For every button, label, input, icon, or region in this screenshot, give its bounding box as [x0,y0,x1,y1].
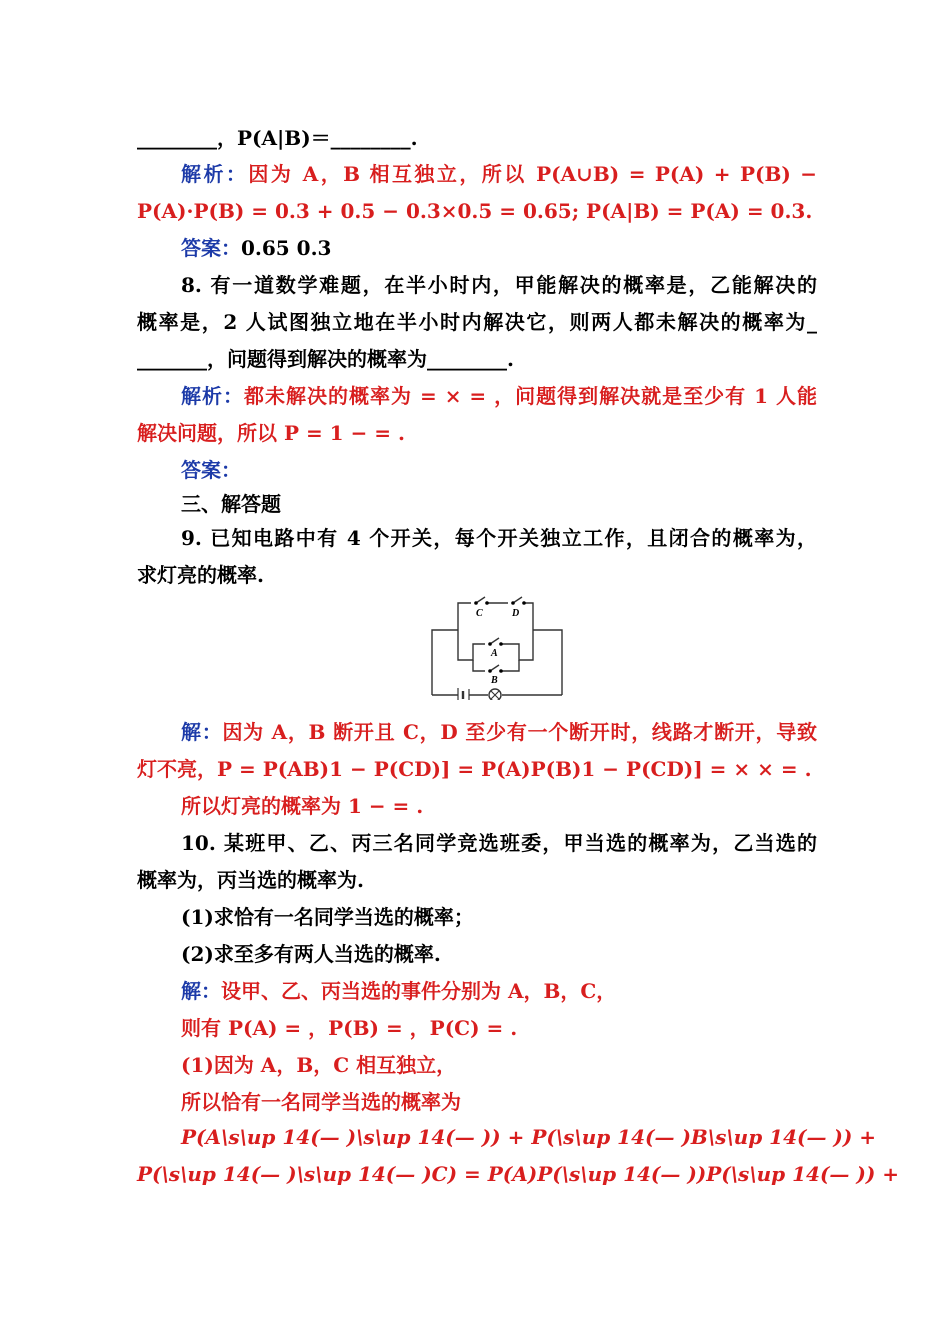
solution-9-line-2: 灯不亮，P = P(AB)1 − P(CD)] = P(A)P(B)1 − P(CD)] = × × = . [137,757,812,781]
solution-10-line-3: (1)因为 A，B，C 相互独立， [181,1053,457,1077]
question-9-line-2: 求灯亮的概率. [137,563,264,587]
label-c: C [476,608,483,619]
label-b: B [491,675,498,686]
question-10-part-1: (1)求恰有一名同学当选的概率； [181,905,474,929]
circuit-wire-right [533,630,562,695]
solution-10-line-1: 解：设甲、乙、丙当选的事件分别为 A，B，C， [181,979,617,1003]
solution-label: 解： [181,979,221,1003]
line-blanks: ________，P(A|B)＝________. [137,126,418,150]
answer-7 [181,234,817,262]
answer-label: 答案： [181,236,241,260]
circuit-wire-left [432,630,458,695]
circuit-wire-inner-right [501,630,533,660]
circuit-diagram [425,594,567,700]
label-a: A [491,648,498,659]
solution-10-line-5: P(A\s\up 14(— )\s\up 14(— )) + P(\s\up 14(— )B\s\up 14(— )) + [181,1125,877,1149]
answer-value: 0.65 0.3 [241,236,332,260]
solution-10-line-6: P(\s\up 14(— )\s\up 14(— )C) = P(A)P(\s\up 14(— ))P(\s\up 14(— )) + [137,1162,900,1186]
question-8-line-3: _______，问题得到解决的概率为________. [137,347,514,371]
circuit-wire-top [458,603,471,630]
answer-8-label: 答案： [181,458,241,482]
question-8-line-1: 8. 有一道数学难题，在半小时内，甲能解决的概率是，乙能解决的 [181,273,817,297]
solution-8-line-1: 解析：都未解决的概率为 = × = ，问题得到解决就是至少有 1 人能 [181,384,818,408]
solution-9-line-1: 解：因为 A，B 断开且 C，D 至少有一个断开时，线路才断开，导致 [181,720,817,744]
solution-7-line-2: P(A)·P(B) = 0.3 + 0.5 − 0.3×0.5 = 0.65; P(A|B) = P(A) = 0.3. [137,199,813,223]
solution-9-line-3: 所以灯亮的概率为 1 − = . [181,794,424,818]
label-d: D [512,608,520,619]
solution-label: 解： [181,720,223,744]
solution-10-line-4: 所以恰有一名同学当选的概率为 [181,1090,461,1114]
question-8-line-2: 概率是，2 人试图独立地在半小时内解决它，则两人都未解决的概率为_ [137,310,817,334]
circuit-wire-inner-left [458,630,485,660]
section-heading: 三、解答题 [181,492,281,516]
solution-label: 解析： [181,384,245,408]
solution-label: 解析： [181,162,249,186]
solution-7-line-1: 解析：因为 A，B 相互独立，所以 P(A∪B) = P(A) + P(B) − [181,162,818,186]
solution-10-line-2: 则有 P(A) = ，P(B) = ，P(C) = . [181,1016,518,1040]
question-10-line-2: 概率为，丙当选的概率为. [137,868,364,892]
question-10-line-1: 10. 某班甲、乙、丙三名同学竞选班委，甲当选的概率为，乙当选的 [181,831,817,855]
question-10-part-2: (2)求至多有两人当选的概率. [181,942,441,966]
solution-8-line-2: 解决问题，所以 P = 1 − = . [137,421,405,445]
question-9-line-1: 9. 已知电路中有 4 个开关，每个开关独立工作，且闭合的概率为， [181,526,817,550]
